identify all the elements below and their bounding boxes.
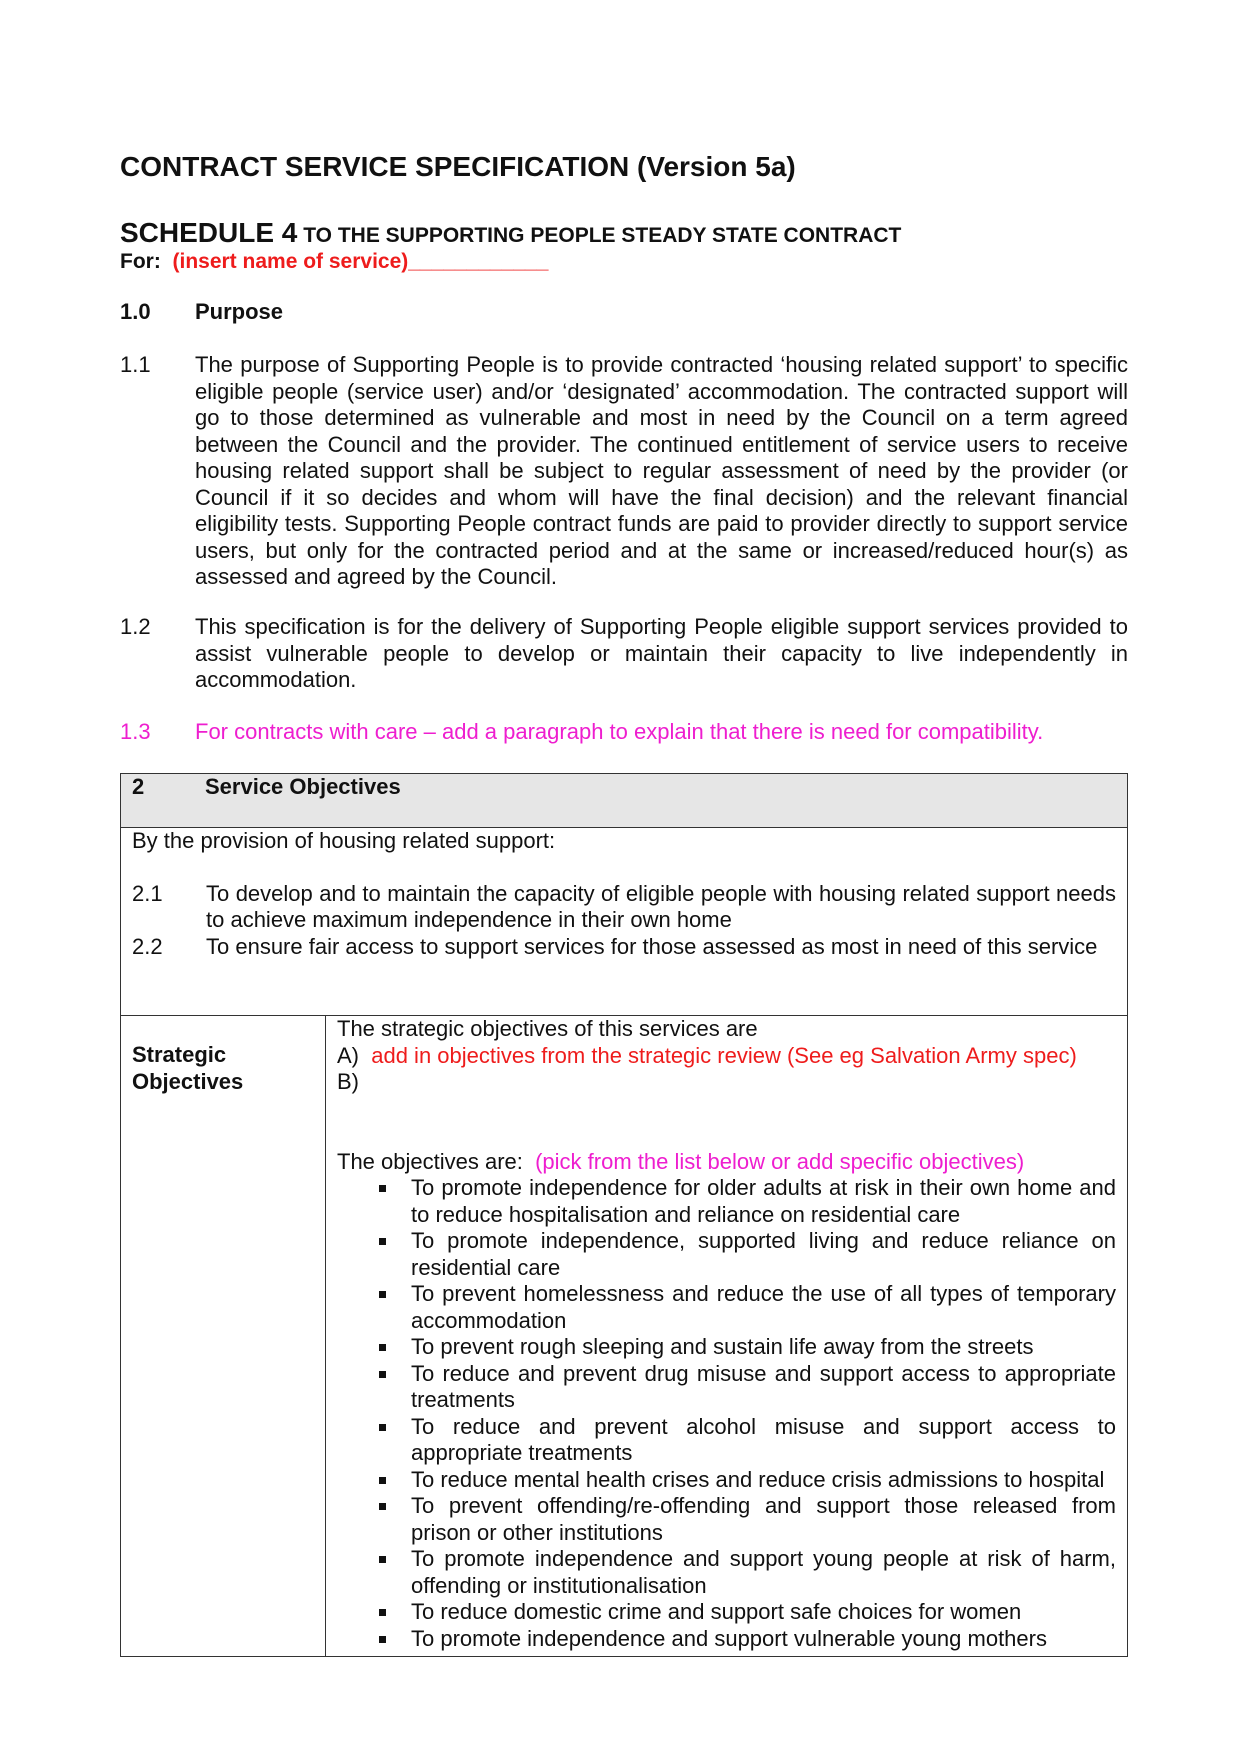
strategic-objectives-label [121,1016,326,1657]
item-label: A) [337,1042,359,1068]
paragraph-number: 1.2 [120,614,151,639]
section-heading: Service Objectives [205,774,401,799]
service-name-placeholder: (insert name of service)____________ [172,250,549,273]
objective-item-2-1 [132,881,1116,934]
spacer [337,1096,1116,1149]
item-text: To develop and to maintain the capacity of eligible people with housing related support needs to achieve maximum independence in their own home [206,880,1116,932]
objective-item-2-2 [132,934,1116,961]
list-item: To prevent rough sleeping and sustain life away from the streets [337,1334,1116,1361]
strategic-objectives-content [326,1016,1128,1657]
schedule-heading [120,216,901,250]
section-heading: Purpose [195,299,284,324]
item-number: 2.1 [132,880,163,906]
document-title: CONTRACT SERVICE SPECIFICATION (Version 5a) [120,151,796,182]
strategic-item-b: B) [337,1069,359,1094]
objectives-intro-line [337,1149,1116,1176]
list-item: To prevent homelessness and reduce the use of all types of temporary accommodation [337,1281,1116,1334]
objectives-list [337,1175,1116,1652]
section-number: 2 [132,774,145,799]
list-item: To promote independence and support vulnerable young mothers [337,1626,1116,1653]
list-item: To promote independence and support young people at risk of harm, offending or institutionalisation [337,1546,1116,1599]
intro-text: By the provision of housing related support: [132,828,556,853]
label-line-2: Objectives [132,1068,244,1094]
label-line-1: Strategic [132,1042,227,1067]
list-item: To reduce and prevent drug misuse and support access to appropriate treatments [337,1361,1116,1414]
table-header-cell [121,774,1128,828]
paragraph-1-1 [120,352,1128,591]
objectives-intro: The objectives are: [337,1148,523,1174]
schedule-number: SCHEDULE 4 [120,217,298,248]
strategic-objectives-row [121,1016,1128,1657]
list-item: To reduce and prevent alcohol misuse and support access to appropriate treatments [337,1414,1116,1467]
paragraph-1-3 [120,719,1128,746]
schedule-description: TO THE SUPPORTING PEOPLE STEADY STATE CONTRACT [297,224,902,247]
table-intro-row [121,828,1128,1016]
list-item: To promote independence, supported living and reduce reliance on residential care [337,1228,1116,1281]
service-name-line [120,249,548,274]
paragraph-text: The purpose of Supporting People is to provide contracted ‘housing related support’ to specific eligible people (service user) and/or ‘designated’ accommodation. The contracted support will go to those determined as vulnerable and most in need by the Council on a term agreed between the Council and the provider. The continued entitlement of service users to receive housing related support shall be subject to regular assessment of need by the provider (or Council if it so decides and whom will have the final decision) and the relevant financial eligibility tests. Supporting People contract funds are paid to provider directly to support service users, but only for the contracted period and at the same or increased/reduced hour(s) as assessed and agreed by the Council. [195,352,1128,589]
item-text: To ensure fair access to support services for those assessed as most in need of this service [206,933,1098,959]
list-item: To promote independence for older adults at risk in their own home and to reduce hospitalisation and reliance on residential care [337,1175,1116,1228]
table-header-row [121,774,1128,828]
strategic-item-a [337,1043,1116,1070]
item-number: 2.2 [132,933,163,959]
service-objectives-table [120,773,1128,1657]
section-number: 1.0 [120,299,151,324]
list-item: To prevent offending/re-offending and support those released from prison or other institutions [337,1493,1116,1546]
list-item: To reduce mental health crises and reduce crisis admissions to hospital [337,1467,1116,1494]
paragraph-number: 1.3 [120,719,151,744]
paragraph-number: 1.1 [120,352,151,377]
paragraph-text: This specification is for the delivery of Supporting People eligible support services provided to assist vulnerable people to develop or maintain their capacity to live independently in accommodation. [195,614,1128,692]
paragraph-text: For contracts with care – add a paragraph to explain that there is need for compatibility. [195,719,1044,744]
for-label: For: [120,250,161,273]
table-intro-cell [121,828,1128,1016]
objectives-note: (pick from the list below or add specific objectives) [535,1148,1025,1174]
item-text: add in objectives from the strategic review (See eg Salvation Army spec) [371,1042,1077,1068]
strategic-intro: The strategic objectives of this services are [337,1016,758,1041]
section-purpose-heading [120,299,1128,326]
list-item: To reduce domestic crime and support safe choices for women [337,1599,1116,1626]
paragraph-1-2 [120,614,1128,694]
